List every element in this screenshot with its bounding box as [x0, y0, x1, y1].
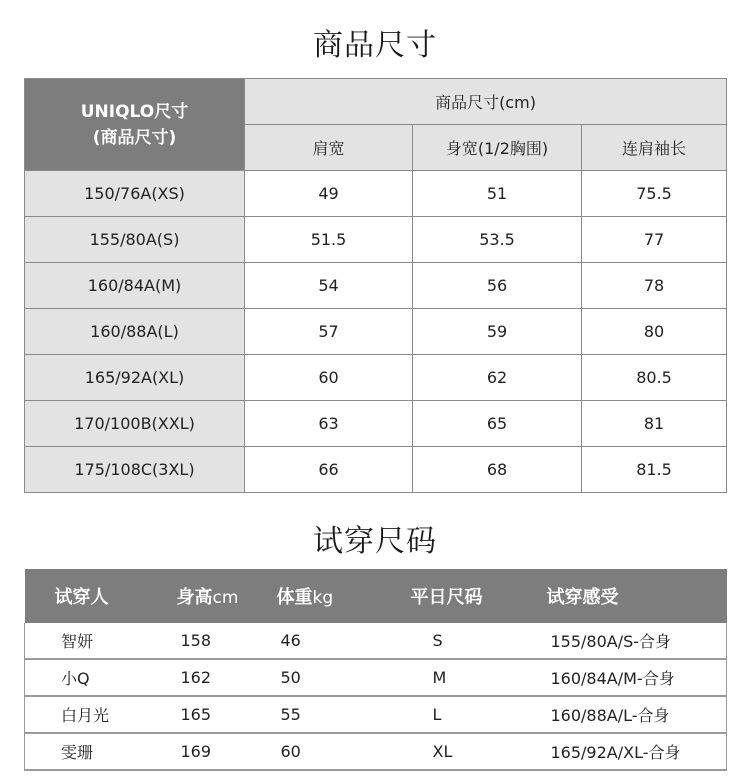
size-chart-corner-header [25, 79, 245, 171]
shoulder-cell: 60 [245, 355, 413, 401]
size-row [25, 263, 727, 309]
usual-size-cell: XL [385, 733, 529, 770]
body-width-cell: 53.5 [413, 217, 582, 263]
corner-line-1: UNIQLO尺寸 [80, 101, 189, 122]
tester-name-cell: 小Q [25, 659, 153, 696]
size-label-cell: 150/76A(XS) [25, 171, 245, 217]
shoulder-cell: 66 [245, 447, 413, 493]
height-cell: 165 [153, 696, 265, 733]
size-label-cell: 160/88A(L) [25, 309, 245, 355]
tester-name-cell: 智妍 [25, 623, 153, 659]
size-row [25, 355, 727, 401]
size-row [25, 171, 727, 217]
header-fit-feedback: 试穿感受 [529, 569, 727, 623]
usual-size-cell: S [385, 623, 529, 659]
fit-feedback-cell: 160/84A/M-合身 [529, 659, 727, 696]
size-row [25, 217, 727, 263]
column-header-shoulder: 肩宽 [245, 125, 413, 171]
body-width-cell: 65 [413, 401, 582, 447]
shoulder-cell: 57 [245, 309, 413, 355]
column-header-body-width: 身宽(1/2胸围) [413, 125, 582, 171]
tester-name-cell: 白月光 [25, 696, 153, 733]
header-height: 身高cm [153, 569, 265, 623]
sleeve-length-cell: 80.5 [582, 355, 727, 401]
size-chart-table [24, 78, 727, 493]
usual-size-cell: M [385, 659, 529, 696]
size-chart-group-header: 商品尺寸(cm) [245, 79, 727, 125]
shoulder-cell: 54 [245, 263, 413, 309]
header-usual-size: 平日尺码 [385, 569, 529, 623]
height-unit: cm [212, 588, 239, 608]
fit-trial-row [25, 696, 727, 733]
fit-trial-title: 试穿尺码 [313, 524, 437, 559]
column-header-sleeve-length: 连肩袖长 [582, 125, 727, 171]
fit-trial-row [25, 733, 727, 770]
header-weight: 体重kg [265, 569, 385, 623]
weight-cell: 55 [265, 696, 385, 733]
weight-unit: kg [312, 588, 334, 608]
shoulder-cell: 51.5 [245, 217, 413, 263]
size-row [25, 309, 727, 355]
weight-cell: 46 [265, 623, 385, 659]
fit-trial-header-row [25, 569, 727, 623]
size-label-cell: 175/108C(3XL) [25, 447, 245, 493]
fit-feedback-cell: 165/92A/XL-合身 [529, 733, 727, 770]
corner-line-2: (商品尺寸) [92, 127, 177, 148]
body-width-cell: 59 [413, 309, 582, 355]
fit-feedback-cell: 155/80A/S-合身 [529, 623, 727, 659]
sleeve-length-cell: 75.5 [582, 171, 727, 217]
sleeve-length-cell: 81 [582, 401, 727, 447]
fit-trial-table [24, 569, 727, 771]
size-label-cell: 160/84A(M) [25, 263, 245, 309]
shoulder-cell: 49 [245, 171, 413, 217]
body-width-cell: 56 [413, 263, 582, 309]
sleeve-length-cell: 78 [582, 263, 727, 309]
size-label-cell: 170/100B(XXL) [25, 401, 245, 447]
size-row [25, 447, 727, 493]
usual-size-cell: L [385, 696, 529, 733]
sleeve-length-cell: 80 [582, 309, 727, 355]
height-cell: 162 [153, 659, 265, 696]
size-label-cell: 165/92A(XL) [25, 355, 245, 401]
weight-cell: 60 [265, 733, 385, 770]
size-row [25, 401, 727, 447]
tester-name-cell: 雯珊 [25, 733, 153, 770]
size-label-cell: 155/80A(S) [25, 217, 245, 263]
body-width-cell: 62 [413, 355, 582, 401]
fit-feedback-cell: 160/88A/L-合身 [529, 696, 727, 733]
height-cell: 158 [153, 623, 265, 659]
size-chart-title: 商品尺寸 [313, 28, 437, 63]
shoulder-cell: 63 [245, 401, 413, 447]
height-cell: 169 [153, 733, 265, 770]
size-chart-header-row [25, 79, 727, 125]
body-width-cell: 51 [413, 171, 582, 217]
fit-trial-row [25, 623, 727, 659]
body-width-cell: 68 [413, 447, 582, 493]
weight-cell: 50 [265, 659, 385, 696]
sleeve-length-cell: 77 [582, 217, 727, 263]
header-tester: 试穿人 [25, 569, 153, 623]
sleeve-length-cell: 81.5 [582, 447, 727, 493]
fit-trial-row [25, 659, 727, 696]
